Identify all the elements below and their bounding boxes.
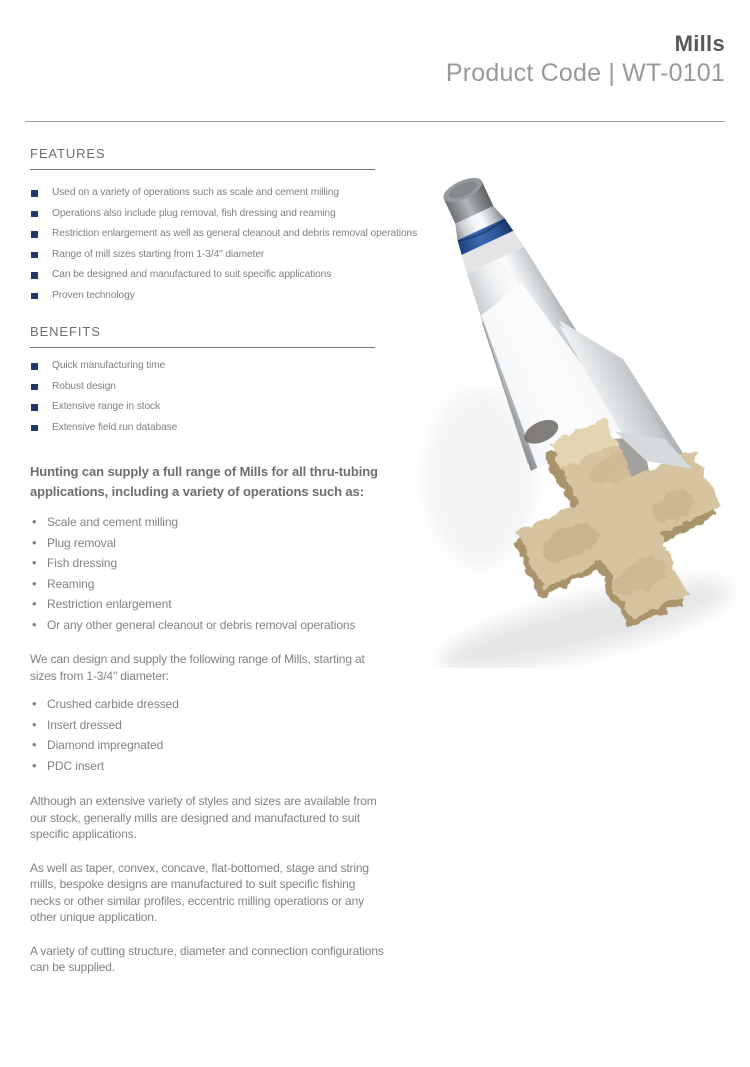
features-divider bbox=[30, 169, 375, 170]
feature-item: Range of mill sizes starting from 1-3/4" diameter bbox=[30, 245, 382, 266]
product-code: Product Code | WT-0101 bbox=[445, 59, 725, 87]
range-item: • PDC insert bbox=[30, 756, 382, 777]
operation-item: • Restriction enlargement bbox=[30, 594, 382, 615]
product-photo bbox=[400, 148, 745, 668]
operation-item: • Or any other general cleanout or debris removal operations bbox=[30, 615, 382, 636]
feature-item: Can be designed and manufactured to suit specific applications bbox=[30, 265, 382, 286]
feature-item: Restriction enlargement as well as general cleanout and debris removal operations bbox=[30, 224, 382, 245]
features-heading: FEATURES bbox=[30, 146, 106, 161]
paragraph: As well as taper, convex, concave, flat-bottomed, stage and string mills, bespoke designs are manufactured to suit specific fishing necks or other similar profiles, eccentric milling operations or any other unique application. bbox=[30, 860, 369, 924]
intro-lead: Hunting can supply a full range of Mills for all thru-tubing applications, including a variety of operations such as: bbox=[30, 464, 378, 499]
paragraph: A variety of cutting structure, diameter and connection configurations can be supplied. bbox=[30, 943, 384, 974]
closing-paragraphs bbox=[30, 793, 382, 976]
mill-tool-illustration bbox=[400, 148, 745, 668]
features-list bbox=[30, 183, 418, 306]
feature-item: Proven technology bbox=[30, 286, 382, 307]
operation-item: • Scale and cement milling bbox=[30, 512, 382, 533]
page-title: Mills bbox=[674, 31, 725, 56]
page-header bbox=[446, 32, 725, 88]
range-list bbox=[30, 694, 382, 776]
benefits-divider bbox=[30, 347, 375, 348]
benefits-heading: BENEFITS bbox=[30, 324, 101, 339]
operation-item: • Fish dressing bbox=[30, 553, 382, 574]
benefits-section bbox=[30, 325, 382, 438]
range-item: • Diamond impregnated bbox=[30, 735, 382, 756]
benefit-item: Quick manufacturing time bbox=[30, 356, 382, 377]
benefit-item: Extensive field run database bbox=[30, 418, 382, 439]
benefit-item: Robust design bbox=[30, 377, 382, 398]
operation-item: • Plug removal bbox=[30, 533, 382, 554]
content-column bbox=[30, 146, 418, 976]
range-item: • Crushed carbide dressed bbox=[30, 694, 382, 715]
benefit-item: Extensive range in stock bbox=[30, 397, 382, 418]
header-divider bbox=[25, 121, 725, 122]
operations-list bbox=[30, 512, 382, 635]
features-section bbox=[30, 146, 418, 306]
tool-shadow bbox=[433, 564, 737, 668]
range-item: • Insert dressed bbox=[30, 715, 382, 736]
operation-item: • Reaming bbox=[30, 574, 382, 595]
paragraph: Although an extensive variety of styles and sizes are available from our stock, generally mills are designed and manufactured to suit specific applications. bbox=[30, 794, 377, 841]
range-lead: We can design and supply the following range of Mills, starting at sizes from 1-3/4" diameter: bbox=[30, 652, 365, 683]
feature-item: Operations also include plug removal, fish dressing and reaming bbox=[30, 204, 382, 225]
feature-item: Used on a variety of operations such as scale and cement milling bbox=[30, 183, 382, 204]
benefits-list bbox=[30, 356, 382, 438]
